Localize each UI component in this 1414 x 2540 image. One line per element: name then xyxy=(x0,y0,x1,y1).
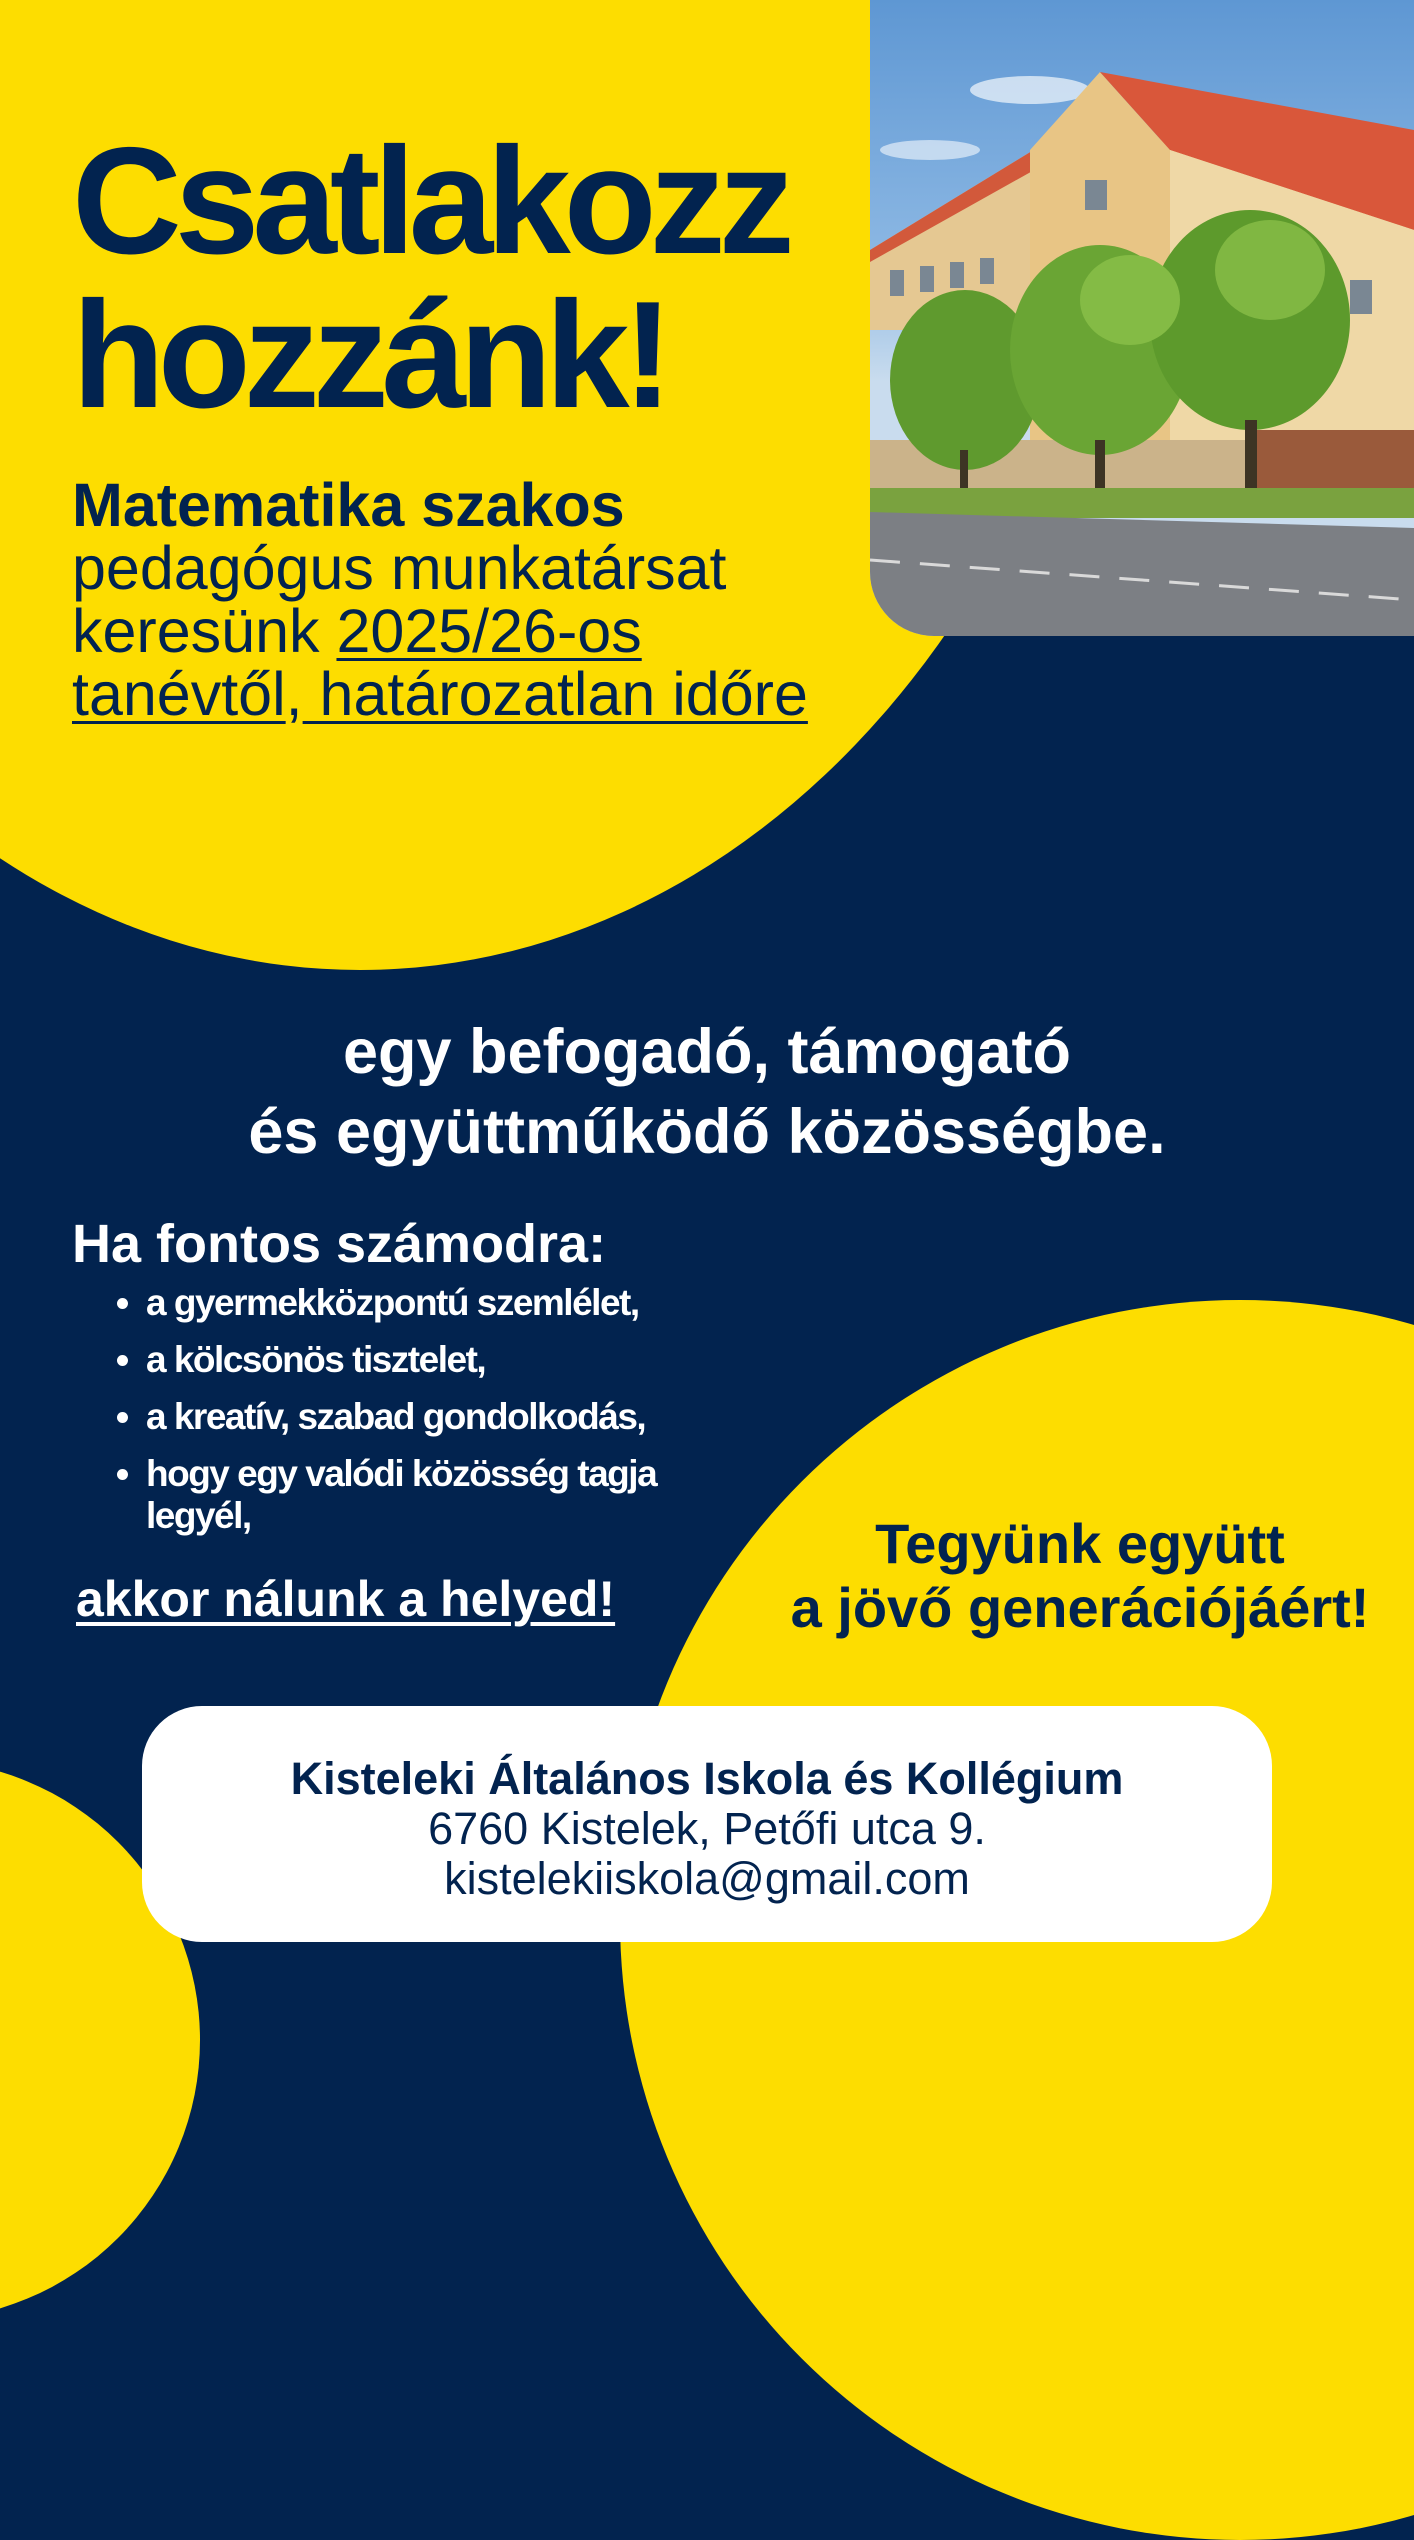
job-contract-type: határozatlan időre xyxy=(302,660,808,728)
job-intro xyxy=(72,471,972,728)
school-email[interactable]: kistelekiiskola@gmail.com xyxy=(444,1853,970,1904)
contact-card xyxy=(142,1706,1272,1942)
job-role: pedagógus munkatársat xyxy=(72,534,727,602)
values-list-item: • hogy egy valódi közösség tagja legyél, xyxy=(146,1453,666,1537)
job-start: tanévtől xyxy=(72,660,286,728)
values-list-item: • a kreatív, szabad gondolkodás, xyxy=(146,1396,806,1438)
job-school-year: 2025/26-os xyxy=(336,597,642,665)
headline-line-1: Csatlakozz xyxy=(72,116,788,286)
headline xyxy=(72,116,788,440)
job-comma: , xyxy=(285,660,303,728)
values-list-item: • a kölcsönös tisztelet, xyxy=(146,1339,806,1381)
together-slogan xyxy=(760,1512,1400,1640)
community-line-2: és együttműködő közösségbe. xyxy=(248,1097,1166,1167)
together-line-1: Tegyünk együtt xyxy=(875,1512,1285,1575)
school-name: Kisteleki Általános Iskola és Kollégium xyxy=(290,1753,1124,1804)
community-line-1: egy befogadó, támogató xyxy=(342,1017,1072,1087)
job-subject: Matematika szakos xyxy=(72,471,625,539)
together-line-2: a jövő generációjáért! xyxy=(790,1576,1370,1639)
school-address: 6760 Kistelek, Petőfi utca 9. xyxy=(428,1803,986,1854)
values-list-item: • a gyermekközpontú szemlélet, xyxy=(146,1282,806,1324)
job-seeking: keresünk xyxy=(72,597,337,665)
community-tagline xyxy=(0,1012,1414,1172)
your-place-line: akkor nálunk a helyed! xyxy=(76,1571,616,1627)
values-heading: Ha fontos számodra: xyxy=(72,1214,607,1274)
headline-line-2: hozzánk! xyxy=(72,270,667,440)
values-list xyxy=(100,1282,806,1552)
